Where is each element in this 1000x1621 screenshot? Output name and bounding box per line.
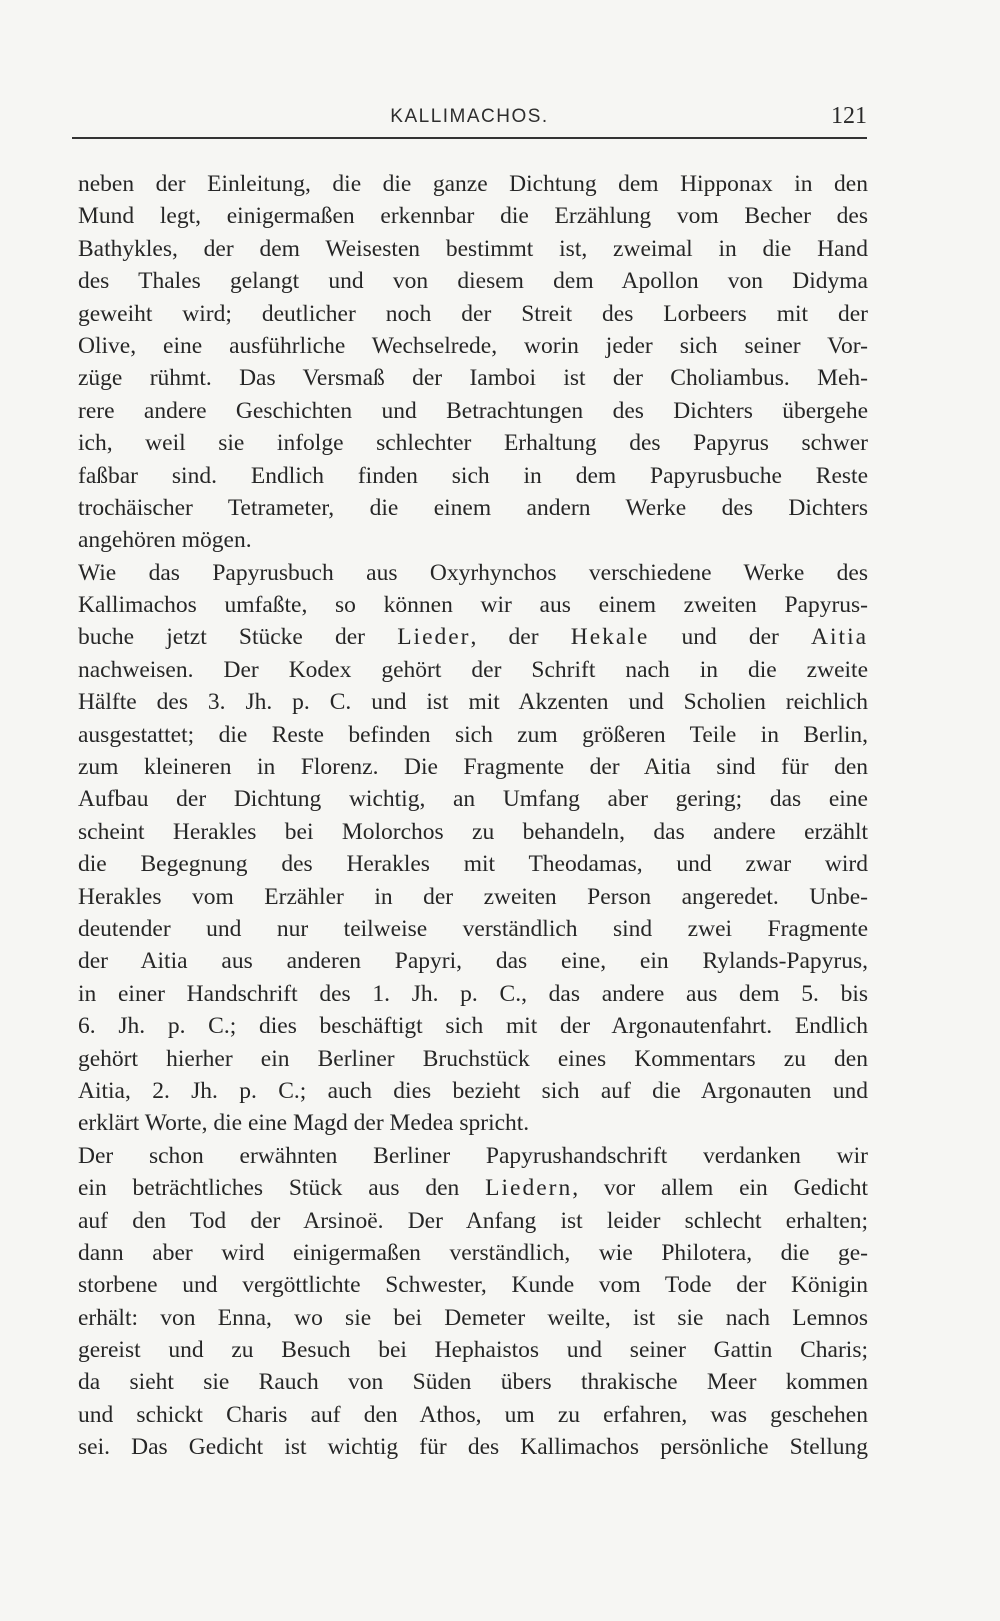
text-line: deutender und nur teilweise verständlich sind zwei Fragmente [78, 915, 868, 942]
text-line: storbene und vergöttlichte Schwester, Kunde vom Tode der Königin [78, 1272, 868, 1299]
emphasized-title: Hekale [570, 624, 650, 651]
text-line: dann aber wird einigermaßen verständlich, wie Philotera, die ge- [78, 1239, 868, 1266]
text-line: 6. Jh. p. C.; dies beschäftigt sich mit der Argonautenfahrt. Endlich [78, 1013, 868, 1040]
text-line: gehört hierher ein Berliner Bruchstück eines Kommentars zu den [78, 1045, 868, 1072]
running-head [72, 103, 867, 136]
text-line: Aitia, 2. Jh. p. C.; auch dies bezieht sich auf die Argonauten und [78, 1077, 868, 1104]
text-line: faßbar sind. Endlich finden sich in dem Papyrusbuche Reste [78, 462, 868, 489]
text-line: rere andere Geschichten und Betrachtungen des Dichters übergehe [78, 397, 868, 424]
text-line: trochäischer Tetrameter, die einem andern Werke des Dichters [78, 494, 868, 521]
text-line: in einer Handschrift des 1. Jh. p. C., das andere aus dem 5. bis [78, 980, 868, 1007]
text-line: die Begegnung des Herakles mit Theodamas, und zwar wird [78, 851, 868, 878]
text-line: angehören mögen. [78, 527, 252, 554]
text-line: erklärt Worte, die eine Magd der Medea spricht. [78, 1110, 530, 1137]
text-line: gereist und zu Besuch bei Hephaistos und seiner Gattin Charis; [78, 1337, 868, 1364]
text-line: Wie das Papyrusbuch aus Oxyrhynchos verschiedene Werke des [78, 559, 868, 586]
emphasized-title: Aitia [811, 624, 869, 651]
text-line: ausgestattet; die Reste befinden sich zum größeren Teile in Berlin, [78, 721, 868, 748]
page-number: 121 [831, 103, 867, 129]
text-line: der Aitia aus anderen Papyri, das eine, ein Rylands-Papyrus, [78, 948, 868, 975]
text-segment: und der [681, 624, 779, 651]
text-line: sei. Das Gedicht ist wichtig für des Kallimachos persönliche Stellung [78, 1434, 868, 1461]
text-segment: buche jetzt Stücke der [78, 624, 366, 651]
text-line: Mund legt, einigermaßen erkennbar die Erzählung vom Becher des [78, 203, 868, 230]
text-segment: , vor allem ein Gedicht [572, 1175, 869, 1202]
text-line: da sieht sie Rauch von Süden übers thrakische Meer kommen [78, 1369, 868, 1396]
text-line: nachweisen. Der Kodex gehört der Schrift nach in die zweite [78, 656, 868, 683]
text-line: erhält: von Enna, wo sie bei Demeter weilte, ist sie nach Lemnos [78, 1304, 868, 1331]
emphasized-title: Lieder [397, 624, 471, 651]
text-line: geweiht wird; deutlicher noch der Streit des Lorbeers mit der [78, 300, 868, 327]
header-rule [72, 137, 867, 139]
text-line: Der schon erwähnten Berliner Papyrushandschrift verdanken wir [78, 1142, 868, 1169]
text-line: zum kleineren in Florenz. Die Fragmente der Aitia sind für den [78, 754, 868, 781]
text-line [78, 1172, 868, 1204]
text-line: Olive, eine ausführliche Wechselrede, worin jeder sich seiner Vor- [78, 332, 868, 359]
text-line: Aufbau der Dichtung wichtig, an Umfang aber gering; das eine [78, 786, 868, 813]
text-line: ich, weil sie infolge schlechter Erhaltung des Papyrus schwer [78, 430, 868, 457]
text-segment: ein beträchtliches Stück aus den [78, 1175, 460, 1202]
text-line: scheint Herakles bei Molorchos zu behandeln, das andere erzählt [78, 818, 868, 845]
text-line: Herakles vom Erzähler in der zweiten Person angeredet. Unbe- [78, 883, 868, 910]
body-text [78, 168, 868, 1464]
text-line: Hälfte des 3. Jh. p. C. und ist mit Akzenten und Scholien reichlich [78, 689, 868, 716]
text-line: neben der Einleitung, die die ganze Dichtung dem Hipponax in den [78, 171, 868, 197]
text-segment: , der [470, 624, 539, 651]
text-line: Kallimachos umfaßte, so können wir aus einem zweiten Papyrus- [78, 592, 868, 619]
text-line: auf den Tod der Arsinoë. Der Anfang ist leider schlecht erhalten; [78, 1207, 868, 1234]
running-title: KALLIMACHOS. [390, 106, 549, 127]
text-line: züge rühmt. Das Versmaß der Iamboi ist der Choliambus. Meh- [78, 365, 868, 392]
text-line [78, 621, 868, 653]
text-line: und schickt Charis auf den Athos, um zu erfahren, was geschehen [78, 1401, 868, 1428]
text-line: Bathykles, der dem Weisesten bestimmt ist, zweimal in die Hand [78, 235, 868, 262]
text-line: des Thales gelangt und von diesem dem Apollon von Didyma [78, 268, 868, 295]
emphasized-title: Liedern [485, 1175, 573, 1202]
